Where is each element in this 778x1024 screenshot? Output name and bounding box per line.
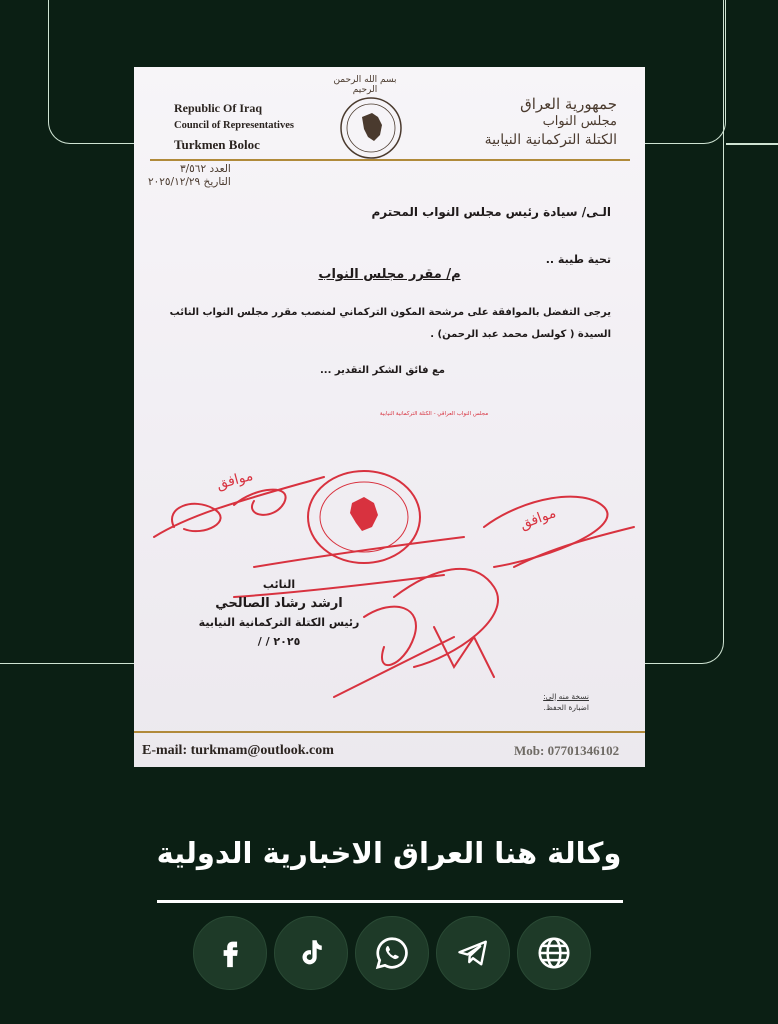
globe-icon <box>535 934 573 972</box>
agency-name: وكالة هنا العراق الاخبارية الدولية <box>156 836 622 870</box>
header-ar-line2: مجلس النواب <box>542 114 617 129</box>
ref-number-label: العدد <box>209 163 231 175</box>
handwritten-signatures <box>134 411 645 717</box>
ref-date-value: ٢٠٢٥/١٢/٢٩ <box>148 176 201 188</box>
header-en-line1: Republic Of Iraq <box>174 101 263 115</box>
footer-mobile: Mob: 07701346102 <box>514 743 620 758</box>
closing-line: مع فائق الشكر التقدير ... <box>319 365 445 376</box>
header-english <box>174 100 294 153</box>
agency-underline <box>157 900 623 903</box>
header-ar-line3: الكتلة التركمانية النيابية <box>484 132 617 148</box>
social-links <box>193 916 593 996</box>
iraq-map-emblem <box>338 95 404 161</box>
signatory-date: ٢٠٢٥ / / <box>257 635 301 648</box>
document-footer <box>134 739 645 767</box>
header-en-line3: Turkmen Boloc <box>174 137 260 152</box>
tiktok-icon <box>294 936 328 970</box>
whatsapp-button[interactable] <box>355 916 429 990</box>
body-line2: السيدة ( كولسل محمد عبد الرحمن) . <box>430 329 611 340</box>
basmala: بسم الله الرحمن الرحيم <box>333 75 397 95</box>
copy-to-label: نسخة منه إلى: <box>543 692 589 701</box>
reference-block <box>148 163 231 189</box>
footer-email: E-mail: turkmam@outlook.com <box>142 743 334 758</box>
whatsapp-icon <box>374 935 410 971</box>
header-en-line2: Council of Representatives <box>174 120 294 131</box>
copy-to <box>543 691 589 713</box>
facebook-button[interactable] <box>193 916 267 990</box>
stamp-text: مجلس النواب العراقي - الكتلة التركمانية النيابية <box>379 411 489 417</box>
greeting: تحية طيبة .. <box>545 253 611 266</box>
copy-to-item: اضبارة الحفظ. <box>543 703 589 712</box>
signatory-role: رئيس الكتلة التركمانية النيابية <box>198 616 360 629</box>
signature-note-right: موافق <box>517 505 559 533</box>
signatory-name: ارشد رشاد الصالحي <box>215 596 343 611</box>
signatory-title: النائب <box>262 578 296 591</box>
tiktok-button[interactable] <box>274 916 348 990</box>
header-divider <box>150 159 630 161</box>
facebook-icon <box>213 936 247 970</box>
subject: م/ مقرر مجلس النواب <box>318 267 461 282</box>
ref-number-value: ٣/٥٦٢ <box>179 163 207 175</box>
signature-note-left: موافق <box>214 467 255 493</box>
body-line1: يرجى التفضل بالموافقة على مرشحة المكون التركماني لمنصب مقرر مجلس النواب النائب <box>169 307 611 318</box>
header-ar-line1: جمهورية العراق <box>520 95 617 113</box>
red-stamp <box>304 467 424 567</box>
decorative-frame-line <box>726 143 778 145</box>
addressee: الـى/ سيادة رئيس مجلس النواب المحترم <box>371 205 611 219</box>
website-button[interactable] <box>517 916 591 990</box>
ref-date-label: التاريخ <box>203 176 231 188</box>
document-photo <box>134 67 645 767</box>
telegram-button[interactable] <box>436 916 510 990</box>
signature-block <box>194 575 364 651</box>
header-arabic <box>485 95 617 149</box>
telegram-icon <box>455 935 491 971</box>
footer-divider <box>134 731 645 733</box>
